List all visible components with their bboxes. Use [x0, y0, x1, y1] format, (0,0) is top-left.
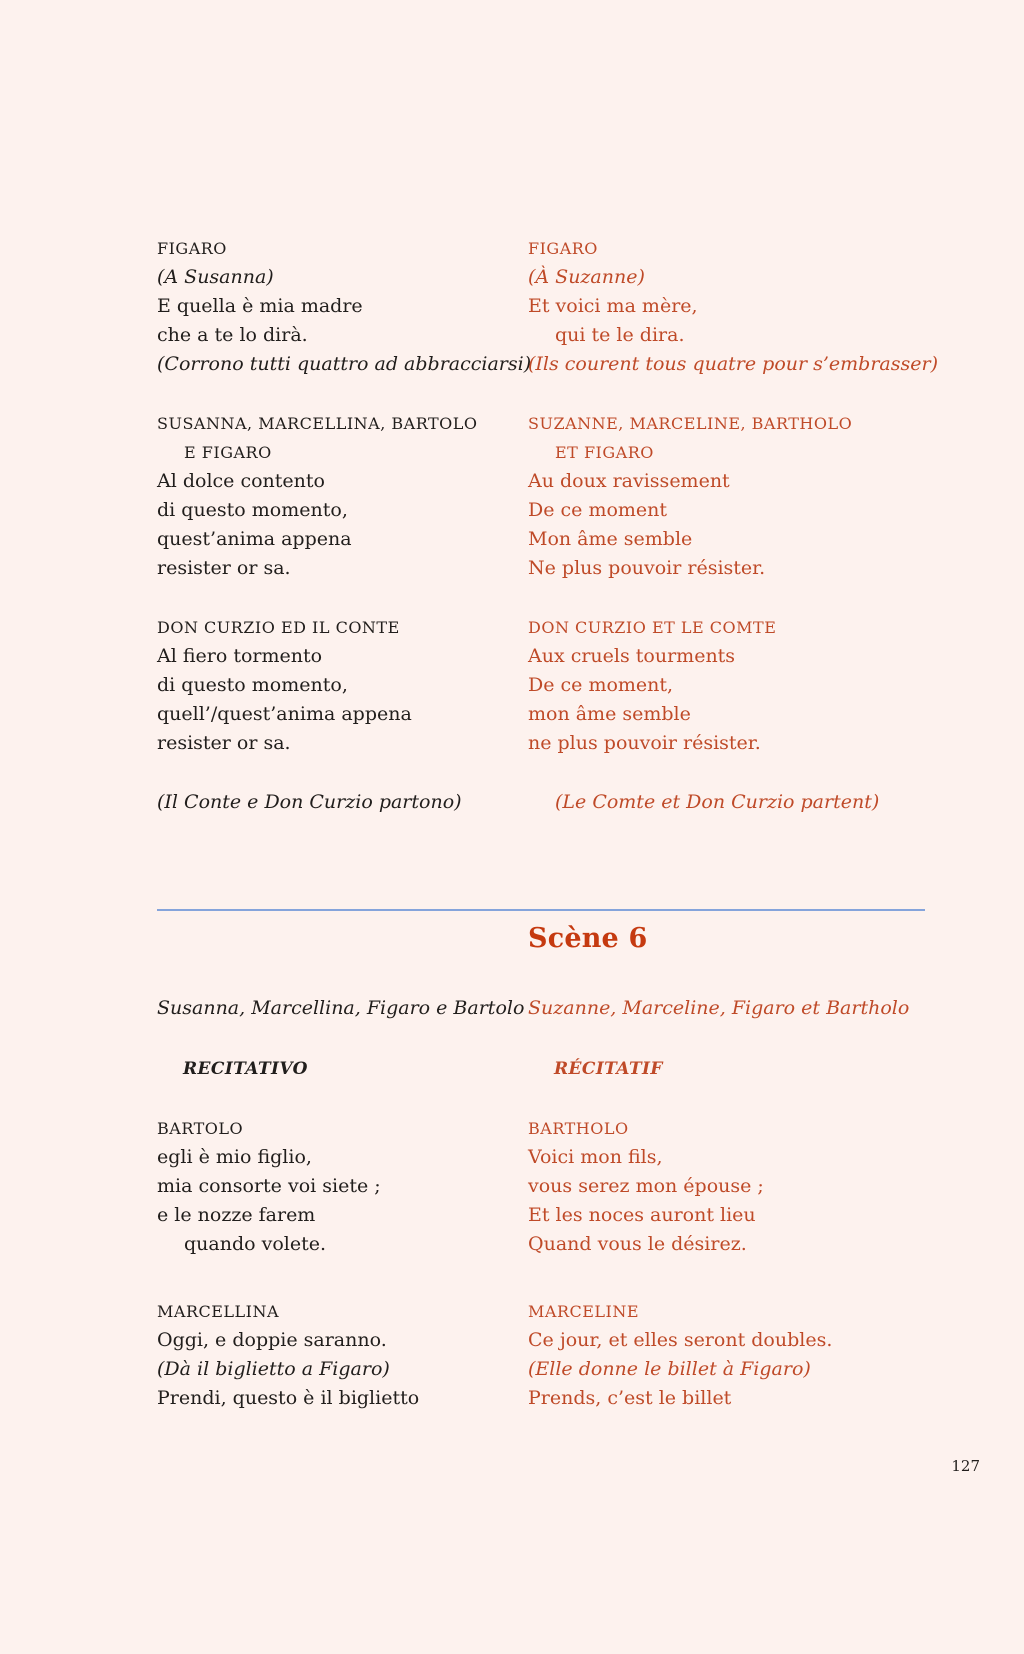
stage-direction: (Elle donne le billet à Figaro): [528, 1358, 811, 1380]
italian-column: [157, 1055, 528, 1084]
italian-column: [157, 409, 528, 583]
french-column: [528, 613, 925, 758]
italian-column: [157, 994, 528, 1023]
french-column: [528, 1055, 925, 1084]
stage-direction: (A Susanna): [157, 266, 274, 288]
speaker-name: DON CURZIO ED IL CONTE: [157, 618, 400, 637]
italian-column: [157, 1114, 528, 1259]
scene-heading: Scène 6: [528, 923, 648, 954]
speaker-name: ET FIGARO: [555, 443, 654, 462]
lyric-line: Prends, c’est le billet: [528, 1387, 732, 1409]
lyric-line: Al dolce contento: [157, 470, 325, 492]
lyric-line: quell’/quest’anima appena: [157, 703, 412, 725]
recitative-label-italian: RECITATIVO: [183, 1059, 308, 1079]
french-column: [528, 234, 938, 379]
lyric-line: ne plus pouvoir résister.: [528, 732, 761, 754]
lyric-line: Voici mon fils,: [528, 1146, 663, 1168]
stage-direction: (Le Comte et Don Curzio partent): [555, 791, 880, 813]
dialogue-block-quartet: [157, 409, 925, 583]
lyric-line: mia consorte voi siete ;: [157, 1175, 381, 1197]
dialogue-block-curzio-conte: [157, 613, 925, 758]
french-column: [528, 788, 925, 817]
speaker-name: E FIGARO: [184, 443, 272, 462]
lyric-line: quest’anima appena: [157, 528, 352, 550]
recitative-label-row: [157, 1055, 925, 1084]
italian-column: [157, 1297, 528, 1413]
lyric-line: quando volete.: [184, 1233, 327, 1255]
cast-list-row: [157, 994, 925, 1023]
recitative-label-french: RÉCITATIF: [554, 1059, 663, 1079]
italian-column: [157, 234, 532, 379]
lyric-line: Aux cruels tourments: [528, 645, 736, 667]
stage-direction: (Dà il biglietto a Figaro): [157, 1358, 390, 1380]
french-column: [528, 1297, 925, 1413]
speaker-name: BARTOLO: [157, 1119, 244, 1138]
italian-column: [157, 613, 528, 758]
speaker-name: MARCELLINA: [157, 1302, 280, 1321]
page-number: 127: [951, 1457, 980, 1475]
lyric-line: che a te lo dirà.: [157, 324, 308, 346]
lyric-line: mon âme semble: [528, 703, 691, 725]
lyric-line: Et voici ma mère,: [528, 295, 698, 317]
speaker-name: SUSANNA, MARCELLINA, BARTOLO: [157, 414, 478, 433]
lyric-line: Au doux ravissement: [528, 470, 730, 492]
lyric-line: De ce moment: [528, 499, 668, 521]
stage-direction-block: [157, 788, 925, 817]
lyric-line: Ne plus pouvoir résister.: [528, 557, 766, 579]
speaker-name: DON CURZIO ET LE COMTE: [528, 618, 777, 637]
lyric-line: Mon âme semble: [528, 528, 693, 550]
section-divider: [157, 909, 925, 911]
lyric-line: egli è mio figlio,: [157, 1146, 312, 1168]
speaker-name: MARCELINE: [528, 1302, 640, 1321]
dialogue-block-marcellina: [157, 1297, 925, 1413]
lyric-line: Al fiero tormento: [157, 645, 323, 667]
lyric-line: qui te le dira.: [555, 324, 685, 346]
french-column: [528, 1114, 925, 1259]
speaker-name: FIGARO: [528, 239, 598, 258]
speaker-name: SUZANNE, MARCELINE, BARTHOLO: [528, 414, 853, 433]
stage-direction: (Ils courent tous quatre pour s’embrasser): [528, 353, 938, 375]
stage-direction: (Il Conte e Don Curzio partono): [157, 791, 462, 813]
stage-direction: (Corrono tutti quattro ad abbracciarsi): [157, 353, 532, 375]
lyric-line: Et les noces auront lieu: [528, 1204, 756, 1226]
french-column: [528, 994, 925, 1023]
lyric-line: De ce moment,: [528, 674, 674, 696]
speaker-name: BARTHOLO: [528, 1119, 629, 1138]
italian-column: [157, 788, 528, 817]
lyric-line: Prendi, questo è il biglietto: [157, 1387, 420, 1409]
lyric-line: resister or sa.: [157, 732, 291, 754]
stage-direction: (À Suzanne): [528, 266, 645, 288]
cast-list-italian: Susanna, Marcellina, Figaro e Bartolo: [157, 997, 525, 1019]
lyric-line: vous serez mon épouse ;: [528, 1175, 764, 1197]
lyric-line: Oggi, e doppie saranno.: [157, 1329, 387, 1351]
dialogue-block-figaro: [157, 234, 938, 379]
lyric-line: E quella è mia madre: [157, 295, 363, 317]
lyric-line: Quand vous le désirez.: [528, 1233, 747, 1255]
lyric-line: di questo momento,: [157, 499, 348, 521]
lyric-line: e le nozze farem: [157, 1204, 316, 1226]
lyric-line: resister or sa.: [157, 557, 291, 579]
lyric-line: di questo momento,: [157, 674, 348, 696]
speaker-name: FIGARO: [157, 239, 227, 258]
lyric-line: Ce jour, et elles seront doubles.: [528, 1329, 833, 1351]
cast-list-french: Suzanne, Marceline, Figaro et Bartholo: [528, 997, 910, 1019]
dialogue-block-bartolo: [157, 1114, 925, 1259]
french-column: [528, 409, 925, 583]
